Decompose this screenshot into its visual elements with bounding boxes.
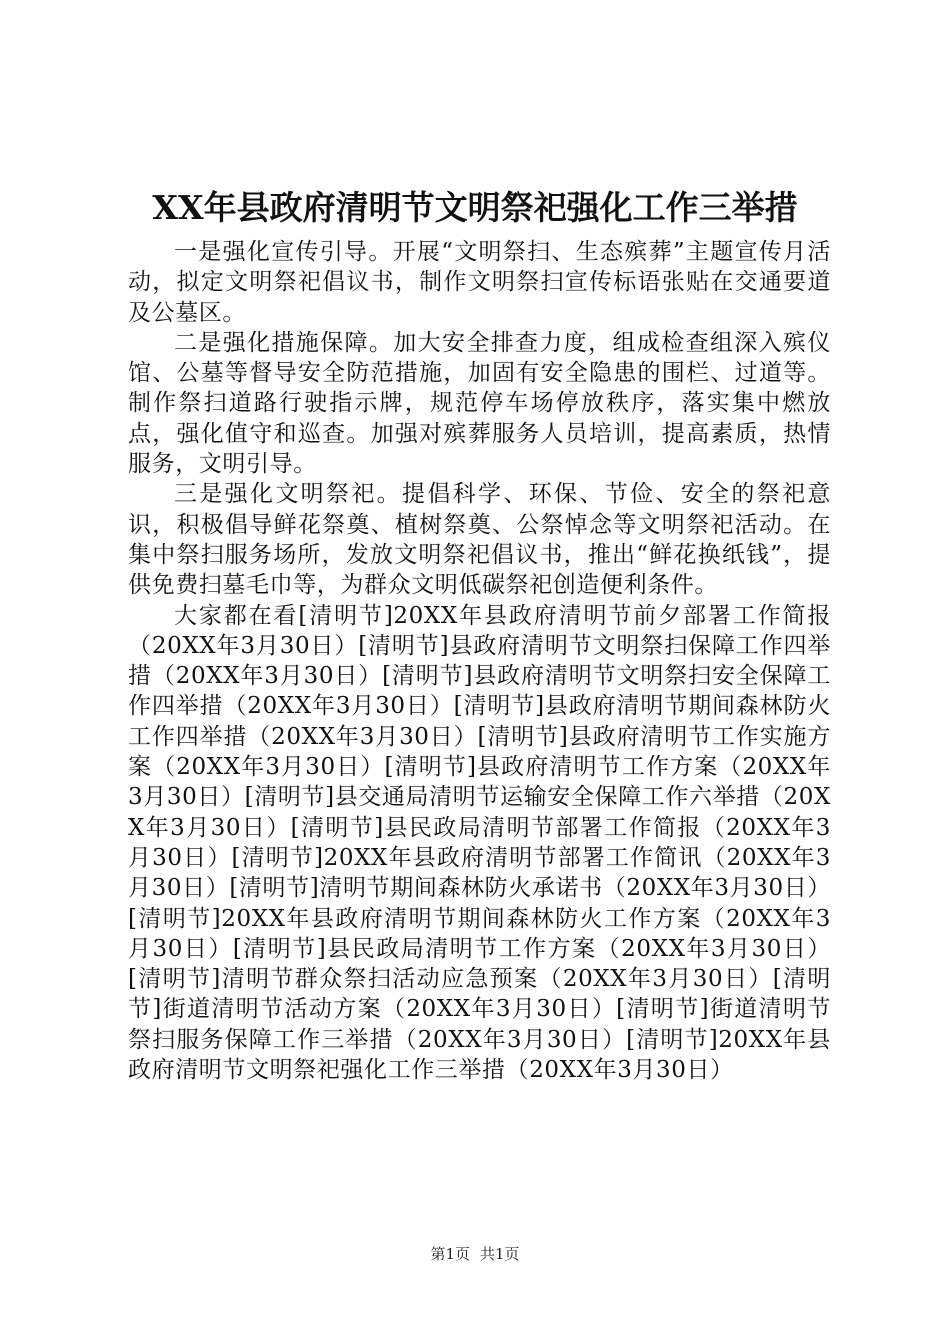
paragraph-publicity: 一是强化宣传引导。开展“文明祭扫、生态殡葬”主题宣传月活动，拟定文明祭祀倡议书，制作文明祭扫宣传标语张贴在交通要道及公墓区。 [128,239,831,326]
paragraph-related-articles: 大家都在看[清明节]20XX年县政府清明节前夕部署工作简报（20XX年3月30日）[清明节]县政府清明节文明祭扫保障工作四举措（20XX年3月30日）[清明节]县政府清明节文明祭扫安全保障工作四举措（20XX年3月30日）[清明节]县政府清明节期间森林防火工作四举措（20XX年3月30日）[清明节]县政府清明节工作实施方案（20XX年3月30日）[清明节]县政府清明节工作方案（20XX年3月30日）[清明节]县交通局清明节运输安全保障工作六举措（20XX年3月30日）[清明节]县民政局清明节部署工作简报（20XX年3月30日）[清明节]20XX年县政府清明节部署工作简讯（20XX年3月30日）[清明节]清明节期间森林防火承诺书（20XX年3月30日）[清明节]20XX年县政府清明节期间森林防火工作方案（20XX年3月30日）[清明节]县民政局清明节工作方案（20XX年3月30日）[清明节]清明节群众祭扫活动应急预案（20XX年3月30日）[清明节]街道清明节活动方案（20XX年3月30日）[清明节]街道清明节祭扫服务保障工作三举措（20XX年3月30日）[清明节]20XX年县政府清明节文明祭祀强化工作三举措（20XX年3月30日） [128,602,831,1084]
page-number: 第1页 [430,1245,470,1263]
document-body [128,237,831,1085]
paragraph-safety-measures: 二是强化措施保障。加大安全排查力度，组成检查组深入殡仪馆、公墓等督导安全防范措施，加固有安全隐患的围栏、过道等。制作祭扫道路行驶指示牌，规范停车场停放秩序，落实集中燃放点，强化值守和巡查。加强对殡葬服务人员培训，提高素质，热情服务，文明引导。 [128,329,831,478]
paragraph-civilized-sacrifice: 三是强化文明祭祀。提倡科学、环保、节俭、安全的祭祀意识，积极倡导鲜花祭奠、植树祭奠、公祭悼念等文明祭祀活动。在集中祭扫服务场所，发放文明祭祀倡议书，推出“鲜花换纸钱”，提供免费扫墓毛巾等，为群众文明低碳祭祀创造便利条件。 [128,481,831,599]
document-title: XX年县政府清明节文明祭祀强化工作三举措 [152,188,798,227]
page-footer [0,1244,950,1264]
page-total: 共1页 [480,1245,520,1263]
